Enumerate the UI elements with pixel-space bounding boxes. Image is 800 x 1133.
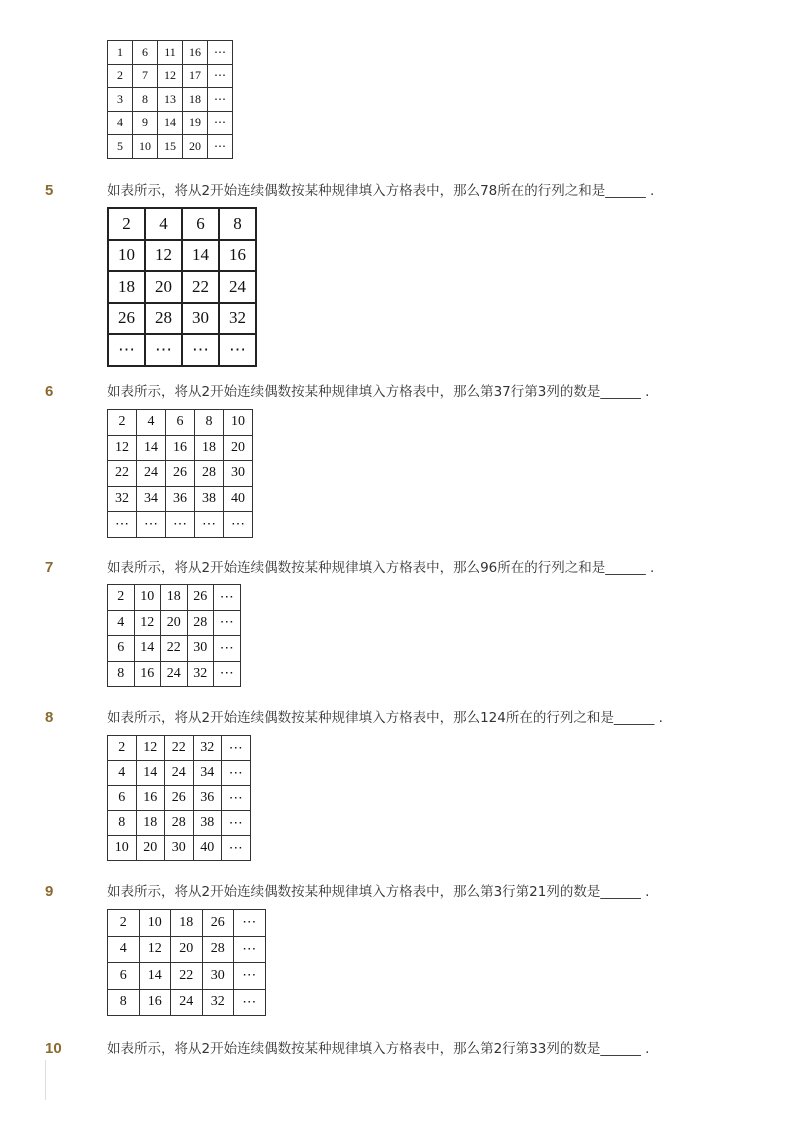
table-cell: 14	[158, 111, 183, 135]
table-cell: 26	[202, 910, 234, 937]
table-cell: 16	[134, 661, 161, 687]
table-cell: 14	[139, 963, 171, 990]
table-cell: 18	[136, 811, 165, 836]
table-cell: 15	[158, 135, 183, 159]
table-cell: 6	[108, 636, 135, 662]
question-number: 10	[45, 1040, 62, 1057]
table-cell: 2	[108, 208, 145, 240]
table-cell: 1	[108, 41, 133, 65]
table-cell: ⋯	[166, 512, 195, 538]
table-cell: ⋯	[222, 836, 251, 861]
table-row	[108, 736, 251, 761]
table-cell: ⋯	[208, 111, 233, 135]
table-cell: 30	[202, 963, 234, 990]
table-row	[108, 761, 251, 786]
question-text: 如表所示，将从2开始连续偶数按某种规律填入方格表中，那么第3行第21列的数是______ .	[107, 884, 650, 900]
table-row	[108, 208, 256, 240]
table-cell: 18	[183, 88, 208, 112]
table-cell: ⋯	[222, 811, 251, 836]
table-cell: 18	[195, 435, 224, 461]
table-cell: 8	[195, 410, 224, 436]
table-cell: 3	[108, 88, 133, 112]
table-cell: 22	[182, 271, 219, 303]
table-row	[108, 963, 266, 990]
table-cell: 12	[136, 736, 165, 761]
table-row	[108, 610, 241, 636]
table-cell: ⋯	[214, 636, 241, 662]
table-cell: 38	[195, 486, 224, 512]
table-cell: 26	[108, 303, 145, 335]
table-cell: 2	[108, 736, 137, 761]
table-cell: 12	[139, 936, 171, 963]
table-cell: 18	[161, 585, 188, 611]
table-cell: ⋯	[208, 41, 233, 65]
table-cell: ⋯	[195, 512, 224, 538]
table-cell: 18	[108, 271, 145, 303]
table-cell: 8	[108, 661, 135, 687]
table-cell: 40	[224, 486, 253, 512]
table-cell: 24	[171, 989, 203, 1016]
table-cell: 11	[158, 41, 183, 65]
table-cell: 30	[224, 461, 253, 487]
table-cell: 30	[182, 303, 219, 335]
table-row	[108, 585, 241, 611]
question-number: 9	[45, 883, 54, 900]
table-cell: 6	[108, 786, 137, 811]
table-cell: 32	[108, 486, 137, 512]
table-cell: 14	[136, 761, 165, 786]
table-cell: 16	[166, 435, 195, 461]
table-cell: ⋯	[224, 512, 253, 538]
table-cell: 22	[165, 736, 194, 761]
table-row	[108, 303, 256, 335]
table-cell: 4	[108, 936, 140, 963]
table-cell: ⋯	[214, 610, 241, 636]
table-cell: 9	[133, 111, 158, 135]
table-cell: ⋯	[108, 334, 145, 366]
table-cell: 8	[219, 208, 256, 240]
table-cell: 20	[183, 135, 208, 159]
table-cell: ⋯	[234, 936, 266, 963]
question-number: 5	[45, 182, 54, 199]
table-cell: 24	[137, 461, 166, 487]
table-cell: 32	[193, 736, 222, 761]
table-row	[108, 88, 233, 112]
table-cell: 22	[108, 461, 137, 487]
table-cell: 16	[183, 41, 208, 65]
table-cell: 26	[187, 585, 214, 611]
table-cell: 10	[133, 135, 158, 159]
number-grid-q8	[107, 735, 251, 861]
table-cell: 26	[165, 786, 194, 811]
margin-rule	[45, 1060, 46, 1100]
table-cell: 36	[166, 486, 195, 512]
table-cell: 10	[224, 410, 253, 436]
table-row	[108, 435, 253, 461]
question-text: 如表所示，将从2开始连续偶数按某种规律填入方格表中，那么78所在的行列之和是______ .	[107, 183, 655, 199]
table-cell: 20	[136, 836, 165, 861]
table-cell: 24	[219, 271, 256, 303]
table-cell: 32	[202, 989, 234, 1016]
table-cell: 8	[108, 811, 137, 836]
table-cell: 20	[161, 610, 188, 636]
table-row	[108, 111, 233, 135]
table-cell: 22	[161, 636, 188, 662]
table-cell: 6	[166, 410, 195, 436]
table-cell: 13	[158, 88, 183, 112]
table-cell: 20	[145, 271, 182, 303]
number-grid-q9	[107, 909, 266, 1016]
table-cell: 5	[108, 135, 133, 159]
table-row	[108, 135, 233, 159]
table-cell: 20	[224, 435, 253, 461]
table-cell: 4	[108, 610, 135, 636]
table-cell: 30	[165, 836, 194, 861]
table-row	[108, 486, 253, 512]
number-grid-q5	[107, 207, 257, 367]
table-cell: 19	[183, 111, 208, 135]
table-row	[108, 240, 256, 272]
table-cell: 24	[161, 661, 188, 687]
table-cell: 6	[182, 208, 219, 240]
table-cell: 4	[108, 111, 133, 135]
table-cell: 28	[145, 303, 182, 335]
question-text: 如表所示，将从2开始连续偶数按某种规律填入方格表中，那么第37行第3列的数是______ .	[107, 384, 650, 400]
table-cell: 28	[195, 461, 224, 487]
table-cell: 12	[158, 64, 183, 88]
table-cell: 32	[219, 303, 256, 335]
table-cell: ⋯	[137, 512, 166, 538]
table-cell: 8	[133, 88, 158, 112]
table-row	[108, 512, 253, 538]
table-cell: 4	[145, 208, 182, 240]
table-cell: 12	[108, 435, 137, 461]
number-grid-prev	[107, 40, 233, 159]
table-cell: ⋯	[214, 661, 241, 687]
table-row	[108, 910, 266, 937]
table-row	[108, 41, 233, 65]
table-cell: 38	[193, 811, 222, 836]
table-cell: ⋯	[234, 910, 266, 937]
table-cell: 2	[108, 585, 135, 611]
question-number: 7	[45, 559, 54, 576]
table-cell: 8	[108, 989, 140, 1016]
table-row	[108, 64, 233, 88]
table-cell: 2	[108, 910, 140, 937]
table-cell: 28	[165, 811, 194, 836]
table-cell: 10	[108, 240, 145, 272]
table-cell: 16	[136, 786, 165, 811]
table-row	[108, 636, 241, 662]
table-cell: 24	[165, 761, 194, 786]
table-cell: ⋯	[222, 786, 251, 811]
table-cell: ⋯	[219, 334, 256, 366]
table-row	[108, 271, 256, 303]
table-cell: 32	[187, 661, 214, 687]
table-cell: 4	[108, 761, 137, 786]
table-cell: 26	[166, 461, 195, 487]
question-text: 如表所示，将从2开始连续偶数按某种规律填入方格表中，那么96所在的行列之和是______ .	[107, 560, 655, 576]
table-row	[108, 811, 251, 836]
question-text: 如表所示，将从2开始连续偶数按某种规律填入方格表中，那么124所在的行列之和是______ .	[107, 710, 663, 726]
table-cell: 4	[137, 410, 166, 436]
table-cell: 7	[133, 64, 158, 88]
question-number: 6	[45, 383, 54, 400]
table-cell: ⋯	[234, 989, 266, 1016]
table-cell: 10	[134, 585, 161, 611]
table-cell: ⋯	[222, 736, 251, 761]
table-cell: 36	[193, 786, 222, 811]
table-cell: 10	[139, 910, 171, 937]
table-cell: ⋯	[234, 963, 266, 990]
table-cell: 6	[108, 963, 140, 990]
table-cell: 40	[193, 836, 222, 861]
table-row	[108, 661, 241, 687]
table-cell: 12	[145, 240, 182, 272]
table-row	[108, 461, 253, 487]
table-cell: ⋯	[208, 135, 233, 159]
table-cell: 16	[219, 240, 256, 272]
table-cell: 2	[108, 64, 133, 88]
table-cell: 14	[134, 636, 161, 662]
table-cell: 10	[108, 836, 137, 861]
table-cell: 17	[183, 64, 208, 88]
table-cell: 14	[137, 435, 166, 461]
table-cell: 18	[171, 910, 203, 937]
table-row	[108, 836, 251, 861]
table-row	[108, 936, 266, 963]
table-row	[108, 989, 266, 1016]
table-cell: 6	[133, 41, 158, 65]
table-cell: 2	[108, 410, 137, 436]
table-row	[108, 334, 256, 366]
question-number: 8	[45, 709, 54, 726]
table-cell: 12	[134, 610, 161, 636]
table-cell: 14	[182, 240, 219, 272]
table-cell: 22	[171, 963, 203, 990]
table-cell: ⋯	[222, 761, 251, 786]
table-cell: ⋯	[214, 585, 241, 611]
table-row	[108, 410, 253, 436]
table-cell: 20	[171, 936, 203, 963]
number-grid-q6	[107, 409, 253, 538]
table-cell: 28	[187, 610, 214, 636]
number-grid-q7	[107, 584, 241, 687]
table-cell: ⋯	[182, 334, 219, 366]
table-cell: 28	[202, 936, 234, 963]
table-cell: 34	[137, 486, 166, 512]
table-cell: ⋯	[108, 512, 137, 538]
table-cell: 16	[139, 989, 171, 1016]
table-cell: 30	[187, 636, 214, 662]
table-row	[108, 786, 251, 811]
table-cell: 34	[193, 761, 222, 786]
question-text: 如表所示，将从2开始连续偶数按某种规律填入方格表中，那么第2行第33列的数是______ .	[107, 1041, 650, 1057]
table-cell: ⋯	[208, 88, 233, 112]
table-cell: ⋯	[208, 64, 233, 88]
table-cell: ⋯	[145, 334, 182, 366]
